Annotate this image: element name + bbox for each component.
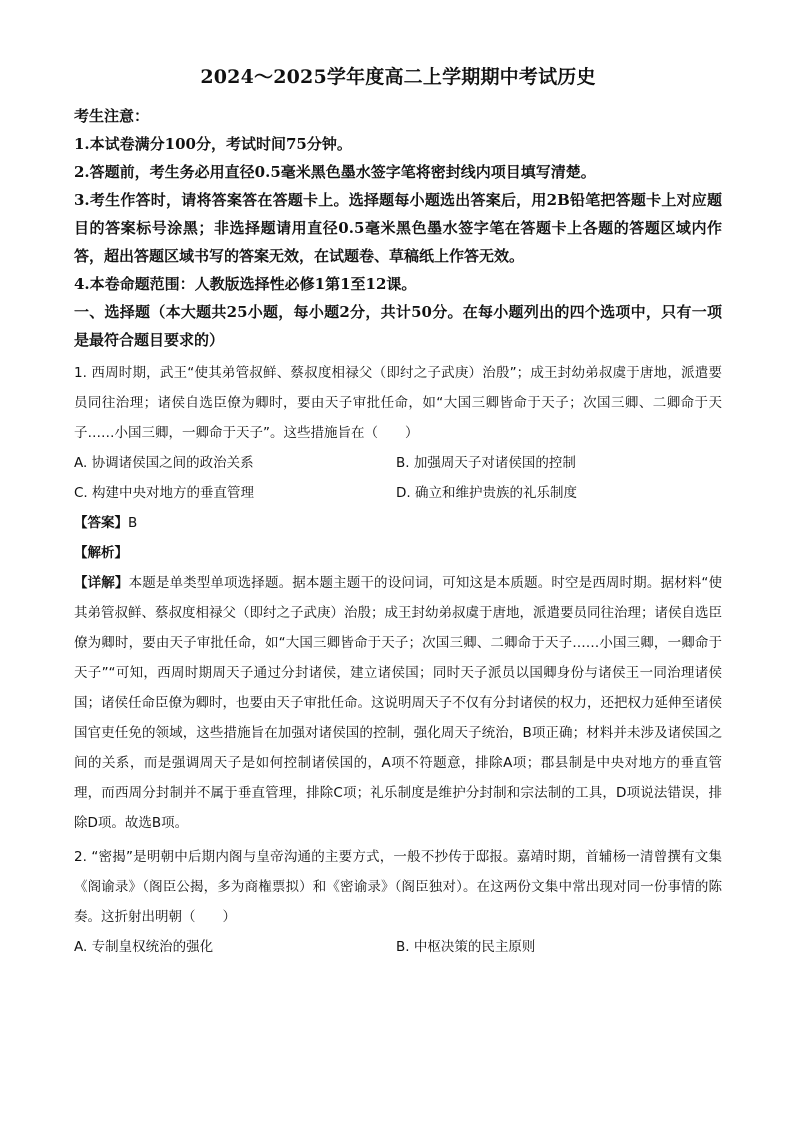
detail-label: 【详解】 [74,575,129,591]
question-1-options [74,448,722,508]
question-2-stem: 2. “密揭”是明朝中后期内阁与皇帝沟通的主要方式，一般不抄传于邸报。嘉靖时期，首辅杨一清曾撰有文集《阁谕录》（阁臣公揭，多为商権票拟）和《密谕录》（阁臣独对）。在这两份文集中常出现对同一份事情的陈奏。这折射出明朝（ ） [74,849,722,925]
option-a: A. 专制皇权统治的强化 [74,939,214,955]
option-d: D. 确立和维护贵族的礼乐制度 [396,485,577,501]
question-1-stem: 1. 西周时期，武王“使其弟管叔鲜、蔡叔度相禄父（即纣之子武庚）治殷”；成王封幼弟叔虞于唐地，派遣要员同往治理；诸侯自选臣僚为卿时，要由天子审批任命，如“大国三卿皆命于天子；次国三卿、二卿命于天子……小国三卿，一卿命于天子”。这些措施旨在（ ） [74,365,722,441]
detail-text: 本题是单类型单项选择题。据本题主题干的设问词，可知这是本质题。时空是西周时期。据材料“使其弟管叔鲜、蔡叔度相禄父（即纣之子武庚）治殷；成王封幼弟叔虞于唐地，派遣要员同往治理；诸侯自选臣僚为卿时，要由天子审批任命，如“大国三卿皆命于天子；次国三卿、二卿命于天子……小国三卿，一卿命于天子”“可知，西周时期周天子通过分封诸侯，建立诸侯国；同时天子派员以国卿身份与诸侯王一同治理诸侯国；诸侯任命臣僚为卿时，也要由天子审批任命。这说明周天子不仅有分封诸侯的权力，还把权力延伸至诸侯国官吏任免的领域，这些措施旨在加强对诸侯国的控制，强化周天子统治，B项正确；材料并未涉及诸侯国之间的关系，而是强调周天子是如何控制诸侯国的，A项不符题意，排除A项；郡县制是中央对地方的垂直管理，而西周分封制并不属于垂直管理，排除C项；礼乐制度是维护分封制和宗法制的工具，D项说法错误，排除D项。故选B项。 [74,575,723,831]
section-heading: 一、选择题（本大题共25小题，每小题2分，共计50分。在每小题列出的四个选项中，只有一项是最符合题目要求的） [74,303,722,349]
notice-item-2: 2.答题前，考生务必用直径0.5毫米黑色墨水签字笔将密封线内项目填写清楚。 [74,163,596,181]
notice-item-3: 3.考生作答时，请将答案答在答题卡上。选择题每小题选出答案后，用2B铅笔把答题卡上对应题目的答案标号涂黑；非选择题请用直径0.5毫米黑色墨水签字笔在答题卡上各题的答题区域内作答，超出答题区域书写的答案无效，在试题卷、草稿纸上作答无效。 [74,191,722,265]
option-b: B. 加强周天子对诸侯国的控制 [396,455,576,471]
answer-value: B [128,515,138,531]
option-c: C. 构建中央对地方的垂直管理 [74,485,255,501]
option-b: B. 中枢决策的民主原则 [396,939,536,955]
analysis-label: 【解析】 [74,545,128,561]
notice-heading: 考生注意： [74,107,150,125]
answer-line [74,508,722,538]
question-2 [74,842,722,962]
notice-block [74,102,722,298]
option-a: A. 协调诸侯国之间的政治关系 [74,455,254,471]
page-title: 2024～2025学年度高二上学期期中考试历史 [200,66,596,88]
notice-item-4: 4.本卷命题范围：人教版选择性必修1第1至12课。 [74,275,417,293]
notice-item-1: 1.本试卷满分100分，考试时间75分钟。 [74,135,352,153]
analysis-detail [74,568,722,838]
answer-label: 【答案】 [74,515,128,531]
exam-page [74,62,722,962]
question-1 [74,358,722,838]
question-2-options [74,932,722,962]
